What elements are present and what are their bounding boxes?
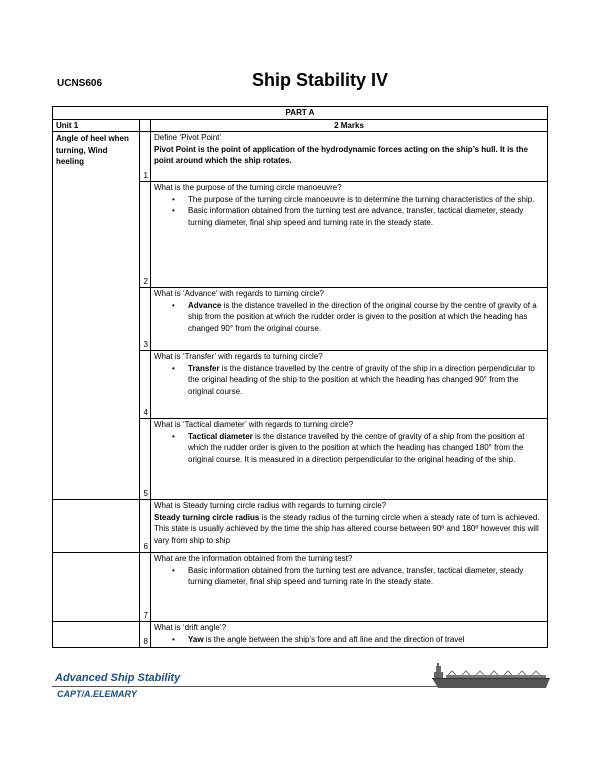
footer-title: Advanced Ship Stability bbox=[55, 672, 181, 684]
ship-silhouette-icon bbox=[432, 662, 550, 690]
question-number: 7 bbox=[140, 553, 151, 622]
list-item bbox=[154, 431, 544, 466]
unit-header-row bbox=[53, 119, 548, 132]
answer-definition: is the steady radius of the turning circle when a steady rate of turn is achieved. This state is usually achieved by the time the ship has altered course between 90º and 180º however this will vary from ship to ship bbox=[154, 512, 540, 545]
footer-author: CAPT/A.ELEMARY bbox=[57, 689, 137, 699]
question-cell bbox=[151, 182, 548, 288]
answer-term: Transfer bbox=[188, 363, 220, 373]
answer-text bbox=[154, 144, 544, 167]
question-number: 5 bbox=[140, 419, 151, 500]
answer-list bbox=[154, 363, 544, 398]
question-text: Define ‘Pivot Point’ bbox=[154, 133, 222, 142]
question-text: What is Steady turning circle radius with regards to turning circle? bbox=[154, 501, 387, 510]
part-label: PART A bbox=[53, 107, 548, 120]
answer-term: Tactical diameter bbox=[188, 431, 253, 441]
answer-term: Yaw bbox=[188, 634, 204, 644]
answer-definition: is the angle between the ship’s fore and aft line and the direction of travel bbox=[203, 634, 465, 644]
list-item bbox=[154, 634, 544, 646]
page-title: Ship Stability IV bbox=[251, 70, 389, 90]
table-row bbox=[53, 622, 548, 648]
answer-list bbox=[154, 634, 544, 646]
question-cell bbox=[151, 622, 548, 648]
list-item: • Basic information obtained from the turning test are advance, transfer, tactical diameter, steady turning diameter, final ship speed and turning rate in the steady state. bbox=[154, 565, 544, 588]
answer-text bbox=[154, 512, 544, 547]
answer-definition: is the point of application of the hydrodynamic forces acting on the ship’s hull. It is the point around which the ship rotates. bbox=[154, 144, 528, 165]
list-item bbox=[154, 363, 544, 398]
marks-label: 2 Marks bbox=[151, 119, 548, 132]
question-cell bbox=[151, 288, 548, 351]
answer-term: Steady turning circle radius bbox=[154, 512, 260, 522]
question-text: What is ‘Tactical diameter’ with regards to turning circle? bbox=[154, 420, 354, 429]
answer-list bbox=[154, 565, 544, 588]
table-row bbox=[53, 500, 548, 553]
answer-list bbox=[154, 194, 544, 229]
table-row bbox=[53, 553, 548, 622]
question-number: 3 bbox=[140, 288, 151, 351]
question-number: 8 bbox=[140, 622, 151, 648]
question-cell bbox=[151, 500, 548, 553]
question-number: 6 bbox=[140, 500, 151, 553]
question-text: What is ‘drift angle’? bbox=[154, 623, 227, 632]
part-header-row bbox=[53, 107, 548, 120]
list-item: • The purpose of the turning circle manoeuvre is to determine the turning characteristics of the ship. bbox=[154, 194, 544, 206]
question-number: 4 bbox=[140, 351, 151, 419]
course-code: UCNS606 bbox=[57, 78, 103, 89]
list-item bbox=[154, 300, 544, 335]
question-cell bbox=[151, 553, 548, 622]
list-item: • Basic information obtained from the turning test are advance, transfer, tactical diameter, steady turning diameter, final ship speed and turning rate in the steady state. bbox=[154, 205, 544, 228]
answer-definition: is the distance travelled by the centre of gravity of the ship in a direction perpendicular to the original heading of the ship to the position at which the heading has changed 90° from the original course. bbox=[188, 363, 535, 396]
table-row bbox=[53, 132, 548, 182]
question-text: What is ‘Transfer’ with regards to turning circle? bbox=[154, 352, 323, 361]
question-cell bbox=[151, 351, 548, 419]
question-number: 2 bbox=[140, 182, 151, 288]
answer-term: Pivot Point bbox=[154, 144, 196, 154]
questions-table bbox=[52, 106, 548, 648]
answer-list bbox=[154, 431, 544, 466]
footer-divider bbox=[52, 686, 437, 687]
topic-cell: Angle of heel when turning, Wind heeling bbox=[53, 132, 140, 500]
question-number: 1 bbox=[140, 132, 151, 182]
answer-definition: is the distance travelled by the centre of gravity of a ship from the position at which the rudder order is given to the position at which the heading has changed 180° from the original course. It is measured in a direction perpendicular to the original heading of the ship. bbox=[188, 431, 525, 464]
question-text: What is the purpose of the turning circle manoeuvre? bbox=[154, 183, 342, 192]
answer-definition: is the distance travelled in the direction of the original course by the centre of gravity of a ship from the position at which the rudder order is given to the position at which the heading has changed 90° from the original course. bbox=[188, 300, 537, 333]
answer-term: Advance bbox=[188, 300, 222, 310]
question-text: What is ‘Advance’ with regards to turning circle? bbox=[154, 289, 324, 298]
answer-list bbox=[154, 300, 544, 335]
question-cell bbox=[151, 132, 548, 182]
question-text: What are the information obtained from the turning test? bbox=[154, 554, 353, 563]
question-cell bbox=[151, 419, 548, 500]
unit-label: Unit 1 bbox=[53, 119, 140, 132]
